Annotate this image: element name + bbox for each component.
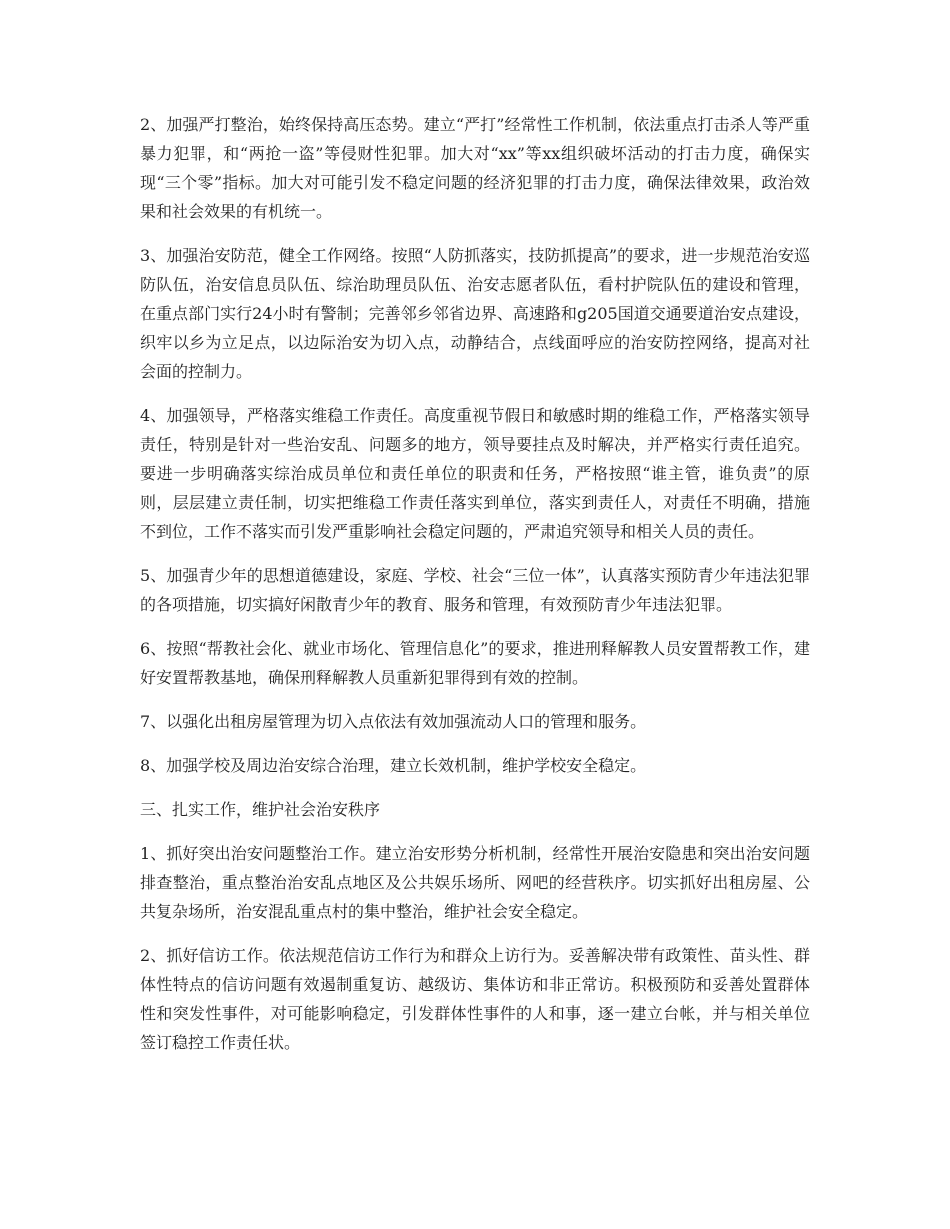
paragraph-school-safety: 8、加强学校及周边治安综合治理，建立长效机制，维护学校安全稳定。: [140, 756, 647, 775]
paragraph-leadership-responsibility: 4、加强领导，严格落实维稳工作责任。高度重视节假日和敏感时期的维稳工作，严格落实领导责任，特别是针对一些治安乱、问题多的地方，领导要挂点及时解决，并严格实行责任追究。要进一步明确落实综治成员单位和责任单位的职责和任务，严格按照“谁主管，谁负责”的原则，层层建立责任制，切实把维稳工作责任落实到单位，落实到责任人，对责任不明确，措施不到位，工作不落实而引发严重影响社会稳定问题的，严肃追究领导和相关人员的责任。: [140, 406, 810, 541]
paragraph-security-rectification: 1、抓好突出治安问题整治工作。建立治安形势分析机制，经常性开展治安隐患和突出治安问题排查整治，重点整治治安乱点地区及公共娱乐场所、网吧的经营秩序。切实抓好出租房屋、公共复杂场所，治安混乱重点村的集中整治，维护社会安全稳定。: [140, 844, 810, 921]
paragraph-rehabilitation: 6、按照“帮教社会化、就业市场化、管理信息化”的要求，推进刑释解教人员安置帮教工作，建好安置帮教基地，确保刑释解教人员重新犯罪得到有效的控制。: [140, 639, 810, 687]
paragraph-strike-hard: 2、加强严打整治，始终保持高压态势。建立“严打”经常性工作机制，依法重点打击杀人等严重暴力犯罪，和“两抢一盗”等侵财性犯罪。加大对“xx”等xx组织破坏活动的打击力度，确保实现“三个零”指标。加大对可能引发不稳定问题的经济犯罪的打击力度，确保法律效果，政治效果和社会效果的有机统一。: [140, 115, 810, 221]
document-body: [140, 110, 810, 1072]
paragraph-youth-education: 5、加强青少年的思想道德建设，家庭、学校、社会“三位一体”，认真落实预防青少年违法犯罪的各项措施，切实搞好闲散青少年的教育、服务和管理，有效预防青少年违法犯罪。: [140, 566, 810, 614]
section-heading: 三、扎实工作，维护社会治安秩序: [140, 800, 381, 819]
paragraph-security-prevention: 3、加强治安防范，健全工作网络。按照“人防抓落实，技防抓提高”的要求，进一步规范治安巡防队伍，治安信息员队伍、综治助理员队伍、治安志愿者队伍，看村护院队伍的建设和管理，在重点部门实行24小时有警制；完善邻乡邻省边界、高速路和g205国道交通要道治安点建设，织牢以乡为立足点，以边际治安为切入点，动静结合，点线面呼应的治安防控网络，提高对社会面的控制力。: [140, 246, 810, 381]
paragraph-rental-housing: 7、以强化出租房屋管理为切入点依法有效加强流动人口的管理和服务。: [140, 712, 647, 731]
paragraph-petition-work: 2、抓好信访工作。依法规范信访工作行为和群众上访行为。妥善解决带有政策性、苗头性、群体性特点的信访问题有效遏制重复访、越级访、集体访和非正常访。积极预防和妥善处置群体性和突发性事件，对可能影响稳定，引发群体性事件的人和事，逐一建立台帐，并与相关单位签订稳控工作责任状。: [140, 946, 810, 1052]
